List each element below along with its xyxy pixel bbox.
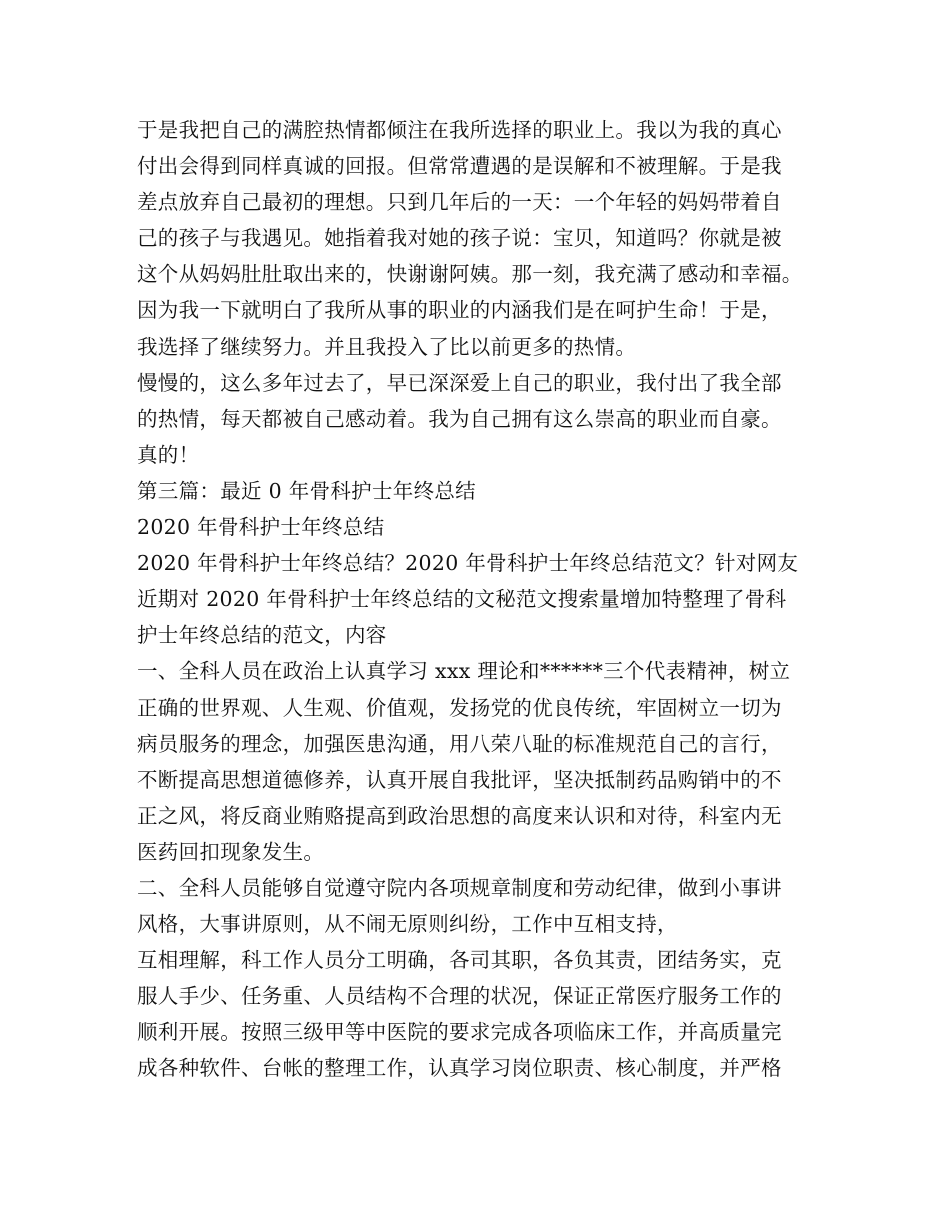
- text-line: 成各种软件、台帐的整理工作，认真学习岗位职责、核心制度，并严格: [137, 1056, 782, 1081]
- text-line: 因为我一下就明白了我所从事的职业的内涵我们是在呵护生命！于是，: [137, 298, 782, 323]
- text-line: 护士年终总结的范文，内容: [137, 623, 387, 648]
- text-line: 顺利开展。按照三级甲等中医院的要求完成各项临床工作，并高质量完: [137, 1020, 782, 1045]
- text-line: 己的孩子与我遇见。她指着我对她的孩子说：宝贝，知道吗？你就是被: [137, 226, 782, 251]
- document-body: [137, 112, 827, 1087]
- text-line: 互相理解，科工作人员分工明确，各司其职，各负其责，团结务实，克: [137, 948, 782, 973]
- text-line: 2020 年骨科护士年终总结？2020 年骨科护士年终总结范文？针对网友: [137, 551, 799, 576]
- text-line: 一、全科人员在政治上认真学习 xxx 理论和******三个代表精神，树立: [137, 659, 791, 684]
- text-line: 病员服务的理念，加强医患沟通，用八荣八耻的标准规范自己的言行，: [137, 731, 782, 756]
- text-line: 不断提高思想道德修养，认真开展自我批评，坚决抵制药品购销中的不: [137, 767, 782, 792]
- text-line: 于是我把自己的满腔热情都倾注在我所选择的职业上。我以为我的真心: [137, 118, 782, 142]
- text-line: 这个从妈妈肚肚取出来的，快谢谢阿姨。那一刻，我充满了感动和幸福。: [137, 262, 803, 287]
- text-line: 服人手少、任务重、人员结构不合理的状况，保证正常医疗服务工作的: [137, 984, 782, 1009]
- text-line: 我选择了继续努力。并且我投入了比以前更多的热情。: [137, 334, 637, 359]
- text-line: 付出会得到同样真诚的回报。但常常遭遇的是误解和不被理解。于是我: [137, 154, 782, 179]
- text-line: 医药回扣现象发生。: [137, 839, 325, 864]
- section-title: 2020 年骨科护士年终总结: [137, 515, 385, 540]
- section-heading: 第三篇：最近 0 年骨科护士年终总结: [137, 478, 476, 503]
- text-line: 近期对 2020 年骨科护士年终总结的文秘范文搜索量增加特整理了骨科: [137, 587, 787, 612]
- text-line: 正之风，将反商业贿赂提高到政治思想的高度来认识和对待，科室内无: [137, 803, 782, 828]
- text-line: 真的！: [137, 442, 200, 467]
- text-line: 慢慢的，这么多年过去了，早已深深爱上自己的职业，我付出了我全部: [137, 370, 782, 395]
- text-line: 的热情，每天都被自己感动着。我为自己拥有这么崇高的职业而自豪。: [137, 406, 782, 431]
- text-line: 正确的世界观、人生观、价值观，发扬党的优良传统，牢固树立一切为: [137, 695, 782, 720]
- text-line: 差点放弃自己最初的理想。只到几年后的一天：一个年轻的妈妈带着自: [137, 190, 782, 215]
- text-line: 风格，大事讲原则，从不闹无原则纠纷，工作中互相支持，: [137, 912, 678, 937]
- text-line: 二、全科人员能够自觉遵守院内各项规章制度和劳动纪律，做到小事讲: [137, 875, 782, 900]
